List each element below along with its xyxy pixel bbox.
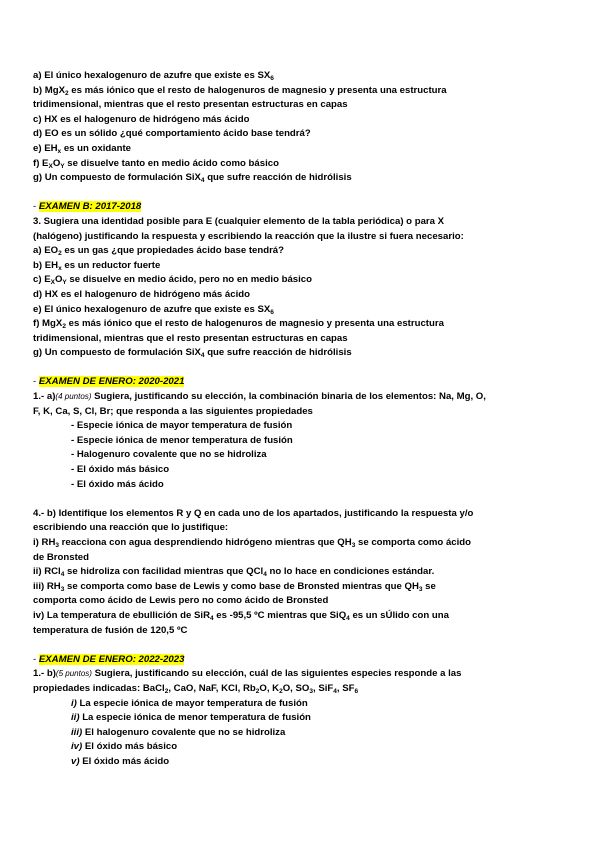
exam-b-title: EXAMEN B: 2017-2018 (38, 201, 142, 213)
intro-item-e: e) $EH_x$ es un oxidante (33, 142, 131, 155)
exam-b-item-d: d) HX es el halogenuro de hidrógeno más ácido (33, 288, 250, 300)
exam-2022-list-item: v) El óxido más ácido (71, 755, 170, 767)
intro-item-b-cont: tridimensional, mientras que el resto presentan estructuras en capas (33, 99, 348, 111)
intro-item-b: b) MgX$_2$ es más iónico que el resto de halogenuros de magnesio y presenta una estructura (33, 84, 447, 97)
exam-b-item-b: b) $EH_x$ es un reductor fuerte (33, 259, 161, 272)
exam-2020-q4-iii-cont: comporta como ácido de Lewis pero no como ácido de Bronsted (33, 595, 329, 607)
intro-item-d: d) EO es un sólido ¿qué comportamiento ácido base tendrá? (33, 128, 311, 140)
exam-b-q3-line2: (halógeno) justificando la respuesta y escribiendo la reacción que la ilustre si fuera necesario: (33, 230, 464, 242)
exam-b-item-a: a) $EO_2$ es un gas ¿que propiedades ácido base tendrá? (33, 245, 284, 258)
exam-2022-q1-line1: 1.- b)(5 puntos) Sugiera, justificando su elección, cuál de las siguientes especies responde a las (33, 668, 462, 680)
exam-2020-q4-line2: escribiendo una reacción que lo justifique: (33, 522, 229, 534)
exam-2022-list-item: i) La especie iónica de mayor temperatura de fusión (71, 697, 308, 709)
intro-item-a: a) El único hexalogenuro de azufre que existe es $SX_6$ (33, 70, 274, 82)
exam-b-item-c: c) $E_XO_Y$ se disuelve en medio ácido, pero no en medio básico (33, 274, 313, 287)
exam-b-heading: - EXAMEN B: 2017-2018 (33, 201, 142, 213)
exam-2020-q4-ii: ii) RCl$_4$ se hidroliza con facilidad mientras que QCl$_4$ no lo hace en condiciones estándar. (33, 566, 435, 579)
exam-2022-q1-line2: propiedades indicadas: BaCl$_2$, CaO, NaF, KCl, $Rb_2O$, $K_2O$, $SO_3$, SiF$_4$, $SF_6$ (33, 682, 359, 695)
exam-b-item-g: g) Un compuesto de formulación SiX$_4$ que sufre reacción de hidrólisis (33, 347, 352, 360)
exam-2020-list-item: - Especie iónica de menor temperatura de fusión (71, 434, 293, 446)
exam-2020-q4-i: i) $RH_3$ reacciona con agua desprendiendo hidrógeno mientras que $QH_3$ se comporta como ácido (33, 537, 471, 549)
exam-2020-q1-line2: F, K, Ca, S, Cl, Br; que responda a las siguientes propiedades (33, 405, 313, 417)
exam-2020-list-item: - Especie iónica de mayor temperatura de fusión (71, 420, 293, 432)
intro-item-g: g) Un compuesto de formulación SiX$_4$ que sufre reacción de hidrólisis (33, 172, 352, 185)
exam-2020-heading: - EXAMEN DE ENERO: 2020-2021 (33, 376, 185, 388)
exam-2020-q4-line1: 4.- b) Identifique los elementos R y Q en cada uno de los apartados, justificando la respuesta y/o (33, 507, 474, 519)
exam-2020-q4-iii: iii) $RH_3$ se comporta como base de Lewis y como base de Bronsted mientras que $QH_3$ se (33, 580, 436, 593)
exam-2020-q4-iv-cont: temperatura de fusión de 120,5 ºC (33, 624, 188, 636)
exam-2020-q1-line1: 1.- a)(4 puntos) Sugiera, justificando su elección, la combinación binaria de los elementos: Na, Mg, O, (33, 391, 486, 403)
exam-2022-title: EXAMEN DE ENERO: 2022-2023 (38, 653, 185, 665)
exam-2020-list-item: - El óxido más ácido (71, 478, 164, 490)
exam-2020-title: EXAMEN DE ENERO: 2020-2021 (38, 376, 185, 388)
exam-2020-list-item: - El óxido más básico (71, 464, 170, 476)
exam-2020-q4-i-cont: de Bronsted (33, 551, 89, 563)
exam-2020-list-item: - Halogenuro covalente que no se hidroliza (71, 449, 267, 461)
exam-b-item-f-cont: tridimensional, mientras que el resto presentan estructuras en capas (33, 332, 348, 344)
exam-2022-list-item: iv) El óxido más básico (71, 741, 178, 753)
intro-item-c: c) HX es el halogenuro de hidrógeno más ácido (33, 113, 250, 125)
exam-2022-heading: - EXAMEN DE ENERO: 2022-2023 (33, 653, 185, 665)
exam-2022-list-item: ii) La especie iónica de menor temperatura de fusión (71, 712, 311, 724)
intro-item-f: f) $E_XO_Y$ se disuelve tanto en medio ácido como básico (33, 157, 279, 170)
exam-2020-q4-iv: iv) La temperatura de ebullición de SiR$_4$ es -95,5 ºC mientras que SiQ$_4$ es un sÚlido con una (33, 609, 449, 622)
exam-b-q3-line1: 3. Sugiera una identidad posible para E (cualquier elemento de la tabla periódica) o para X (33, 215, 445, 227)
exam-b-item-f: f) MgX$_2$ es más iónico que el resto de halogenuros de magnesio y presenta una estructura (33, 318, 444, 331)
exam-b-item-e: e) El único hexalogenuro de azufre que existe es $SX_6$ (33, 303, 274, 316)
exam-2022-list-item: iii) El halogenuro covalente que no se hidroliza (71, 726, 286, 738)
document-content (33, 69, 573, 770)
